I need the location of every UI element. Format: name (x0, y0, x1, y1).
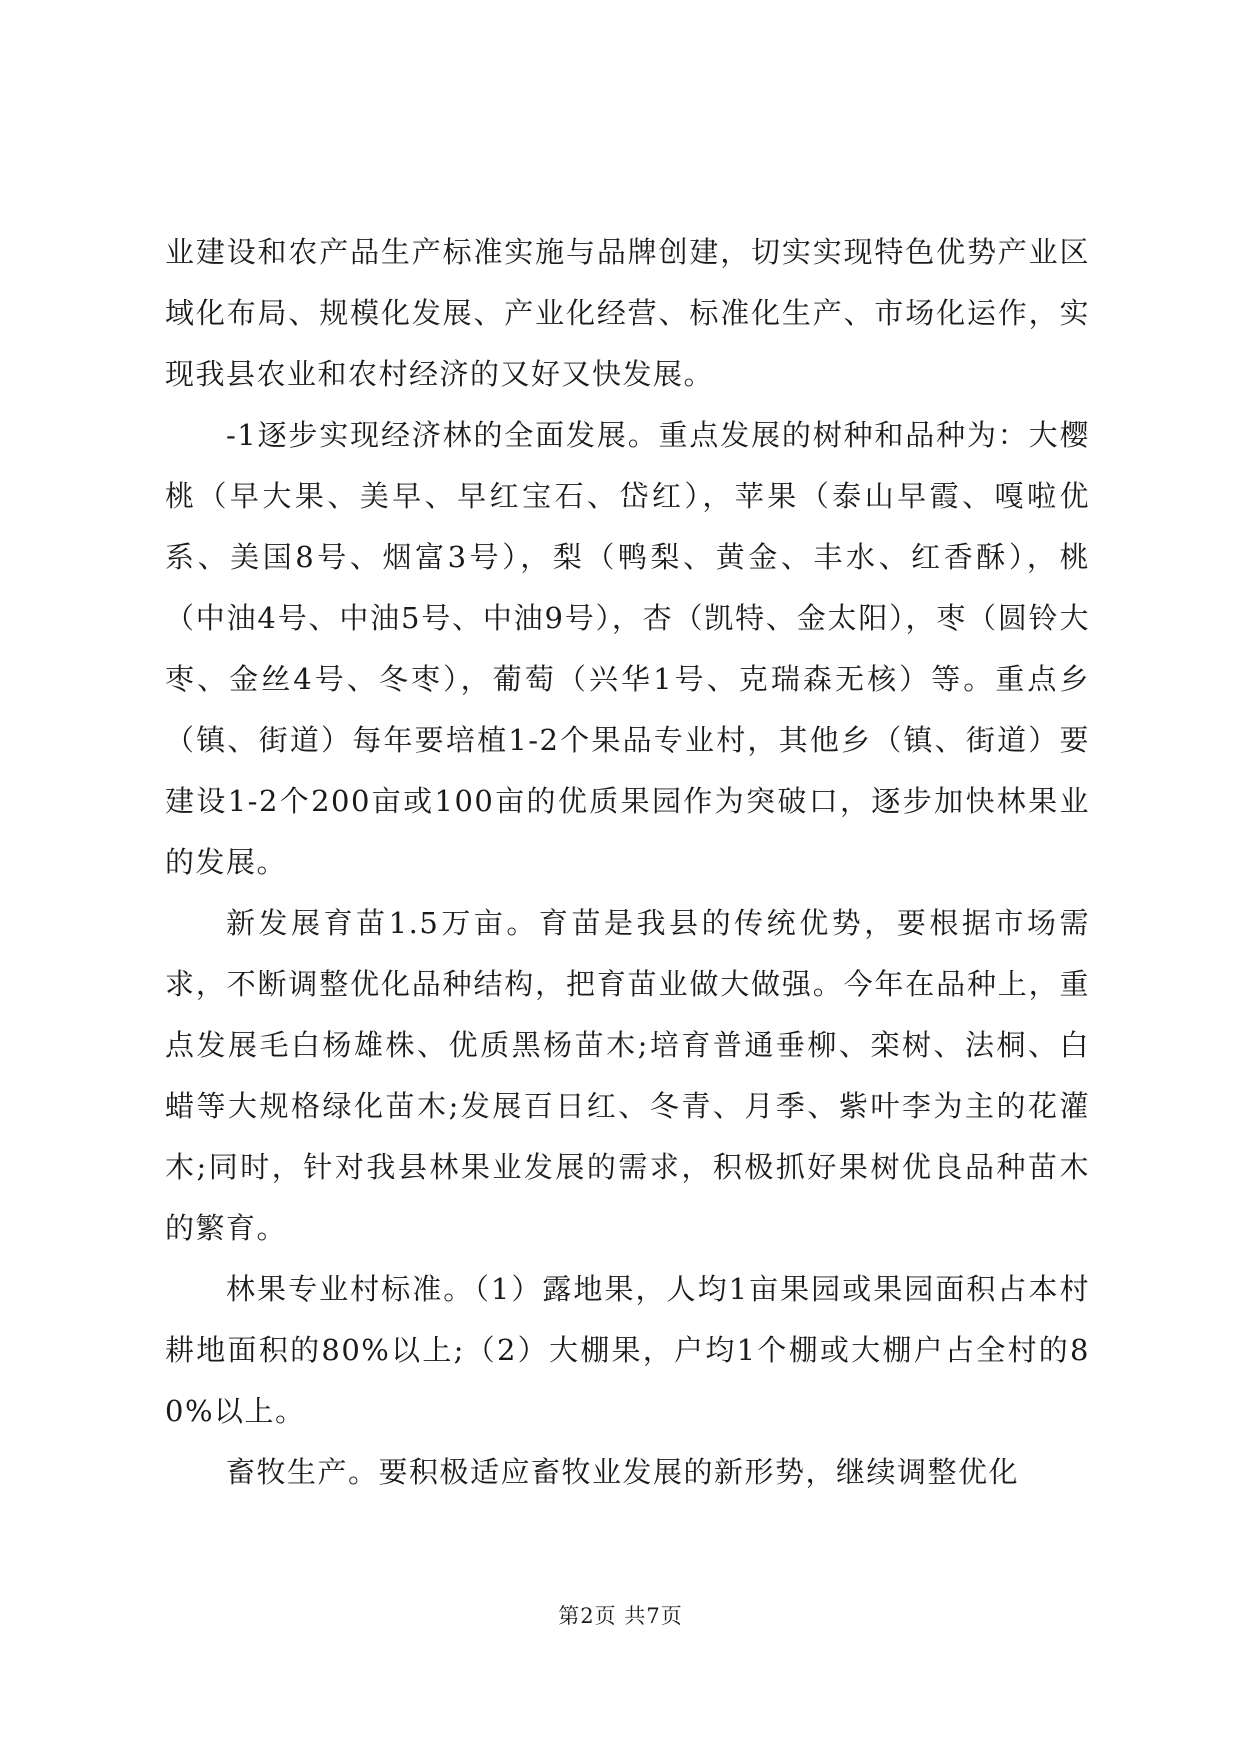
document-body (165, 222, 1090, 1503)
page-footer: 第2页 共7页 (558, 1604, 683, 1628)
paragraph-2: -1逐步实现经济林的全面发展。重点发展的树种和品种为：大樱桃（早大果、美早、早红宝石、岱红），苹果（泰山早霞、嘎啦优系、美国8号、烟富3号），梨（鸭梨、黄金、丰水、红香酥），桃（中油4号、中油5号、中油9号），杏（凯特、金太阳），枣（圆铃大枣、金丝4号、冬枣），葡萄（兴华1号、克瑞森无核）等。重点乡（镇、街道）每年要培植1-2个果品专业村，其他乡（镇、街道）要建设1-2个200亩或100亩的优质果园作为突破口，逐步加快林果业的发展。 (165, 418, 1090, 879)
paragraph-1: 业建设和农产品生产标准实施与品牌创建，切实实现特色优势产业区域化布局、规模化发展、产业化经营、标准化生产、市场化运作，实现我县农业和农村经济的又好又快发展。 (165, 235, 1090, 391)
paragraph-4: 林果专业村标准。（1）露地果，人均1亩果园或果园面积占本村耕地面积的80%以上;（2）大棚果，户均1个棚或大棚户占全村的80%以上。 (165, 1272, 1090, 1428)
paragraph-3: 新发展育苗1.5万亩。育苗是我县的传统优势，要根据市场需求，不断调整优化品种结构，把育苗业做大做强。今年在品种上，重点发展毛白杨雄株、优质黑杨苗木;培育普通垂柳、栾树、法桐、白蜡等大规格绿化苗木;发展百日红、冬青、月季、紫叶李为主的花灌木;同时，针对我县林果业发展的需求，积极抓好果树优良品种苗木的繁育。 (165, 906, 1090, 1245)
paragraph-5: 畜牧生产。要积极适应畜牧业发展的新形势，继续调整优化 (226, 1455, 1020, 1489)
